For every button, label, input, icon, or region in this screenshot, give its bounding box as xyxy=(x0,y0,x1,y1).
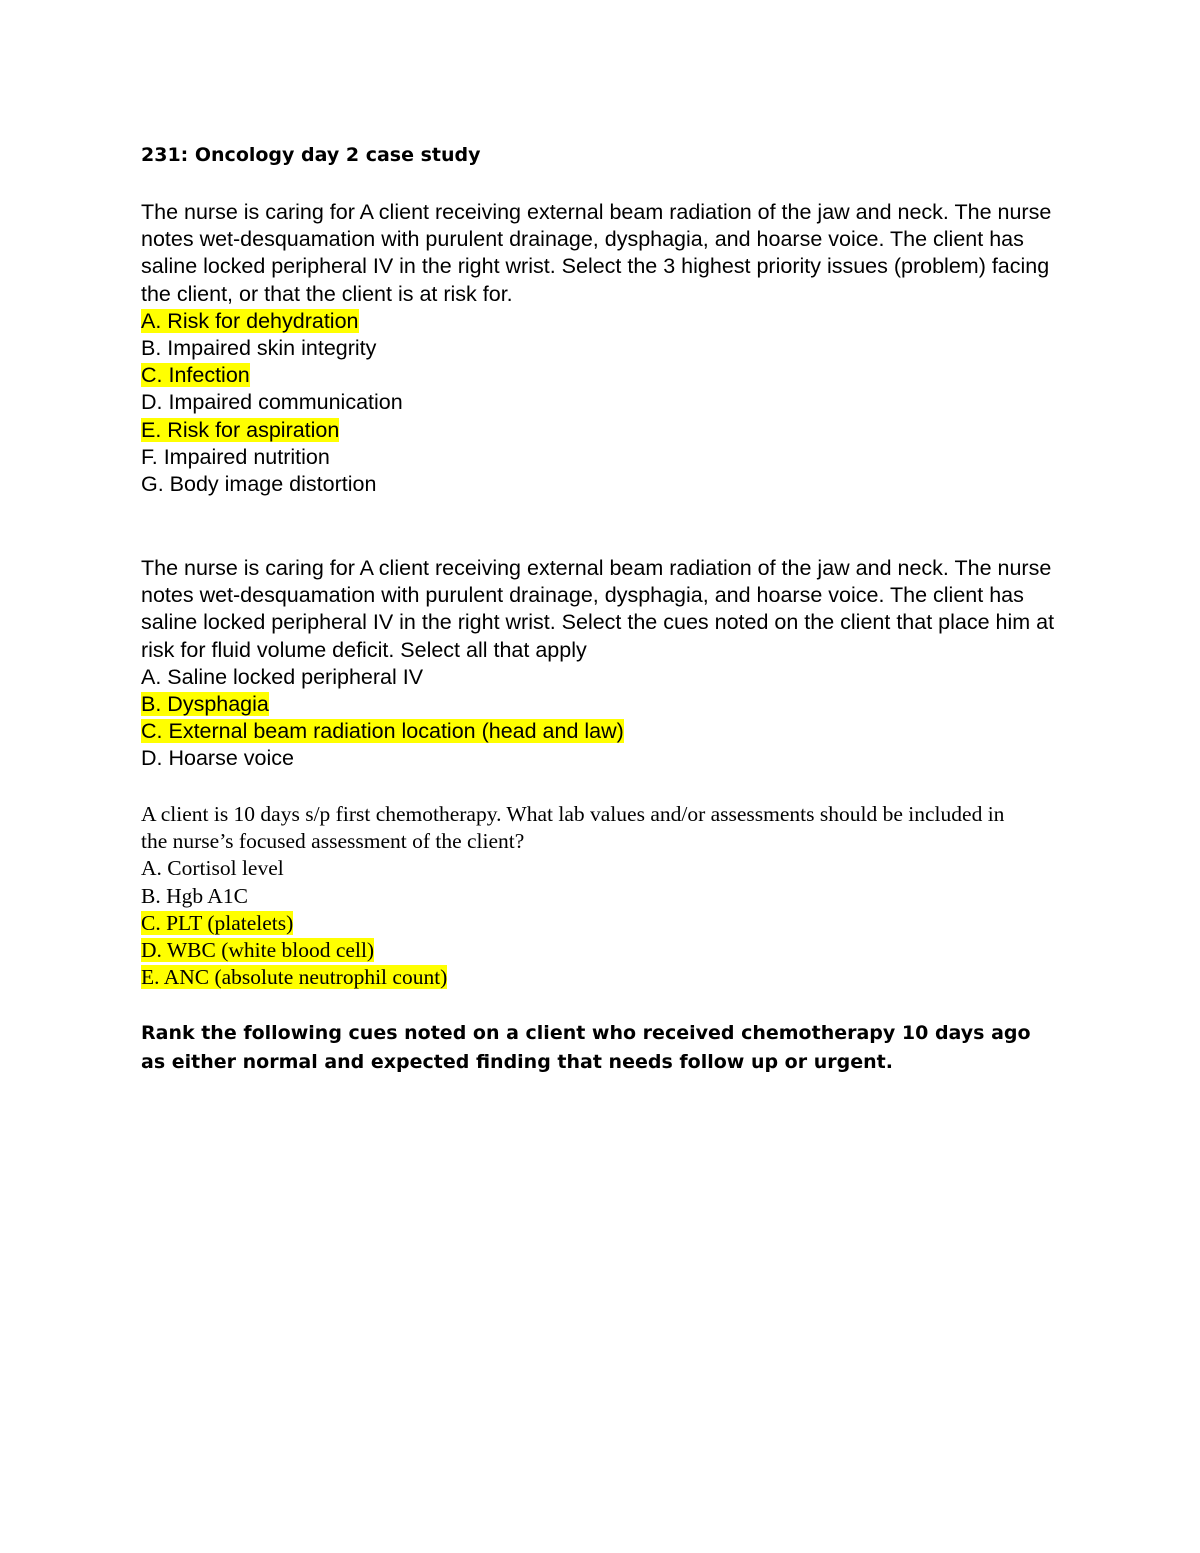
q1-option-g: G. Body image distortion xyxy=(141,472,377,497)
question-4-stem: Rank the following cues noted on a client who received chemotherapy 10 days ago as either normal and expected finding that needs follow up or urgent. xyxy=(141,1022,1031,1073)
question-3-stem: A client is 10 days s/p first chemotherapy. What lab values and/or assessments should be included in the nurse’s focused assessment of the client? xyxy=(141,802,1005,854)
q1-option-e xyxy=(141,417,1071,444)
q3-option-d xyxy=(141,937,1011,964)
question-1 xyxy=(141,199,1071,498)
question-2 xyxy=(141,555,1071,773)
question-4 xyxy=(141,1019,1041,1076)
q2-option-b xyxy=(141,691,1071,718)
q3-option-e xyxy=(141,964,1011,991)
q2-option-c xyxy=(141,718,1071,745)
q2-option-c-text: C. External beam radiation location (head and law) xyxy=(141,719,624,744)
q1-option-c xyxy=(141,362,1071,389)
q1-option-c-text: C. Infection xyxy=(141,363,250,388)
q1-option-e-text: E. Risk for aspiration xyxy=(141,417,340,442)
q1-option-f: F. Impaired nutrition xyxy=(141,444,330,469)
q1-option-d: D. Impaired communication xyxy=(141,390,403,415)
q3-option-c xyxy=(141,910,1011,937)
document-title: 231: Oncology day 2 case study xyxy=(141,144,481,166)
q3-option-d-text: D. WBC (white blood cell) xyxy=(141,938,375,963)
question-3 xyxy=(141,801,1011,991)
q2-option-d: D. Hoarse voice xyxy=(141,746,294,771)
q3-option-a: A. Cortisol level xyxy=(141,856,284,881)
q3-option-b: B. Hgb A1C xyxy=(141,883,248,908)
q2-option-a: A. Saline locked peripheral IV xyxy=(141,664,424,689)
q1-option-b: B. Impaired skin integrity xyxy=(141,336,377,361)
q1-option-a-text: A. Risk for dehydration xyxy=(141,308,359,333)
q2-option-b-text: B. Dysphagia xyxy=(141,692,269,717)
q1-option-a xyxy=(141,308,1071,335)
question-1-stem: The nurse is caring for A client receiving external beam radiation of the jaw and neck. The nurse notes wet-desquamation with purulent drainage, dysphagia, and hoarse voice. The client has saline locked peripheral IV in the right wrist. Select the 3 highest priority issues (problem) facing the client, or that the client is at risk for. xyxy=(141,200,1052,306)
q3-option-c-text: C. PLT (platelets) xyxy=(141,910,294,935)
q3-option-e-text: E. ANC (absolute neutrophil count) xyxy=(141,965,448,990)
question-2-stem: The nurse is caring for A client receiving external beam radiation of the jaw and neck. The nurse notes wet-desquamation with purulent drainage, dysphagia, and hoarse voice. The client has saline locked peripheral IV in the right wrist. Select the cues noted on the client that place him at risk for fluid volume deficit. Select all that apply xyxy=(141,556,1055,662)
